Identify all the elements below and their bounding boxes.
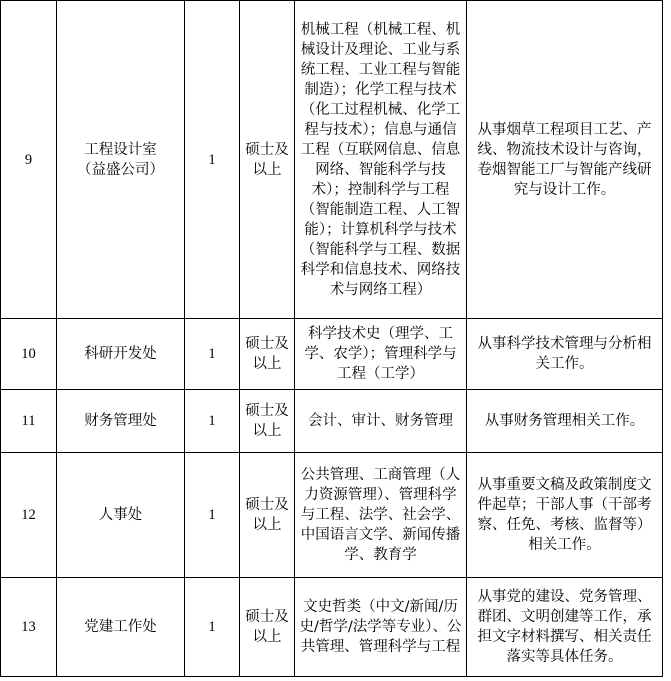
unit-name-line: 科研开发处: [84, 346, 157, 363]
hiring-count: 1: [185, 577, 240, 676]
hiring-count: 1: [185, 319, 240, 389]
job-duty: 从事科学技术管理与分析相关工作。: [467, 319, 663, 389]
job-duty: 从事财务管理相关工作。: [467, 389, 663, 452]
job-duty: 从事重要文稿及政策制度文件起草；干部人事（干部考察、任免、考核、监督等）相关工作。: [467, 452, 663, 577]
table-row: [1, 452, 663, 577]
row-index: 11: [1, 389, 57, 452]
unit-name: [57, 577, 185, 676]
row-index: 10: [1, 319, 57, 389]
hiring-count: 1: [185, 389, 240, 452]
unit-name-line: 财务管理处: [84, 412, 157, 429]
unit-name: [57, 452, 185, 577]
major-requirement: 机械工程（机械工程、机械设计及理论、工业与系统工程、工业工程与智能制造）；化学工程与技术（化工过程机械、化学工程与技术）；信息与通信工程（互联网信息、信息网络、智能科学与技术）；控制科学与工程（智能制造工程、人工智能）；计算机科学与技术（智能科学与工程、数据科学和信息技术、网络技术与网络工程）: [295, 1, 467, 319]
row-index: 13: [1, 577, 57, 676]
education-requirement: 硕士及以上: [240, 319, 295, 389]
major-requirement: 会计、审计、财务管理: [295, 389, 467, 452]
table-row: [1, 319, 663, 389]
unit-name: [57, 1, 185, 319]
hiring-count: 1: [185, 452, 240, 577]
major-requirement: 公共管理、工商管理（人力资源管理）、管理科学与工程、法学、社会学、中国语言文学、新闻传播学、教育学: [295, 452, 467, 577]
major-requirement: 文史哲类（中文/新闻/历史/哲学/法学等专业）、公共管理、管理科学与工程: [295, 577, 467, 676]
education-requirement: 硕士及以上: [240, 452, 295, 577]
row-index: 9: [1, 1, 57, 319]
education-requirement: 硕士及以上: [240, 577, 295, 676]
unit-name: [57, 389, 185, 452]
unit-name-line: （益盛公司）: [77, 161, 164, 178]
unit-name-line: 工程设计室: [84, 141, 157, 158]
row-index: 12: [1, 452, 57, 577]
education-requirement: 硕士及以上: [240, 389, 295, 452]
unit-name: [57, 319, 185, 389]
job-duty: 从事党的建设、党务管理、群团、文明创建等工作，承担文字材料撰写、相关责任落实等具体任务。: [467, 577, 663, 676]
major-requirement: 科学技术史（理学、工学、农学）；管理科学与工程（工学）: [295, 319, 467, 389]
education-requirement: 硕士及以上: [240, 1, 295, 319]
unit-name-line: 党建工作处: [84, 618, 157, 635]
unit-name-line: 人事处: [98, 506, 143, 523]
hiring-count: 1: [185, 1, 240, 319]
table-row: [1, 1, 663, 319]
table-row: [1, 577, 663, 676]
job-duty: 从事烟草工程项目工艺、产线、物流技术设计与咨询，卷烟智能工厂与智能产线研究与设计工作。: [467, 1, 663, 319]
table-row: [1, 389, 663, 452]
